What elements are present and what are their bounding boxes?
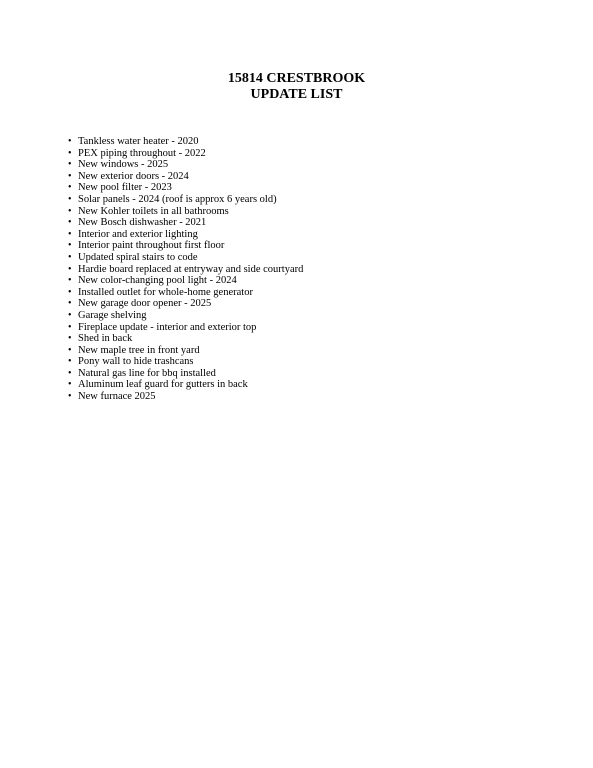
bullet-icon: • bbox=[68, 263, 72, 275]
list-item-text: Solar panels - 2024 (roof is approx 6 years old) bbox=[78, 193, 277, 205]
list-item bbox=[68, 217, 303, 229]
list-item-text: Natural gas line for bbq installed bbox=[78, 367, 216, 379]
list-item-text: Hardie board replaced at entryway and side courtyard bbox=[78, 263, 304, 275]
list-item bbox=[68, 264, 303, 276]
bullet-icon: • bbox=[68, 228, 72, 240]
list-item-text: New Kohler toilets in all bathrooms bbox=[78, 205, 229, 217]
bullet-icon: • bbox=[68, 193, 72, 205]
bullet-icon: • bbox=[68, 136, 72, 147]
list-item bbox=[68, 298, 303, 310]
list-item bbox=[68, 194, 303, 206]
list-item bbox=[68, 333, 303, 345]
list-item-text: Updated spiral stairs to code bbox=[78, 251, 198, 263]
list-item bbox=[68, 368, 303, 380]
bullet-icon: • bbox=[68, 367, 72, 379]
list-item-text: Garage shelving bbox=[78, 309, 147, 321]
bullet-icon: • bbox=[68, 379, 72, 391]
bullet-icon: • bbox=[68, 251, 72, 263]
list-item bbox=[68, 182, 303, 194]
update-list bbox=[68, 136, 303, 403]
list-item bbox=[68, 310, 303, 322]
list-item-text: Fireplace update - interior and exterior top bbox=[78, 321, 257, 333]
bullet-icon: • bbox=[68, 298, 72, 310]
list-item-text: Installed outlet for whole-home generator bbox=[78, 286, 253, 298]
bullet-icon: • bbox=[68, 344, 72, 356]
list-item bbox=[68, 379, 303, 391]
list-item-text: New windows - 2025 bbox=[78, 159, 169, 171]
document-subtitle: UPDATE LIST bbox=[250, 87, 343, 102]
bullet-icon: • bbox=[68, 321, 72, 333]
bullet-icon: • bbox=[68, 391, 72, 403]
list-item-text: PEX piping throughout - 2022 bbox=[78, 147, 206, 159]
list-item bbox=[68, 391, 303, 403]
list-item-text: New garage door opener - 2025 bbox=[78, 298, 212, 310]
bullet-icon: • bbox=[68, 333, 72, 345]
list-item-text: New Bosch dishwasher - 2021 bbox=[78, 217, 207, 229]
list-item-text: Tankless water heater - 2020 bbox=[78, 136, 199, 147]
list-item bbox=[68, 322, 303, 334]
list-item-text: New exterior doors - 2024 bbox=[78, 170, 189, 182]
list-item bbox=[68, 171, 303, 183]
list-item-text: New furnace 2025 bbox=[78, 391, 156, 403]
bullet-icon: • bbox=[68, 275, 72, 287]
bullet-icon: • bbox=[68, 205, 72, 217]
list-item bbox=[68, 136, 303, 148]
list-item bbox=[68, 345, 303, 357]
list-item bbox=[68, 159, 303, 171]
list-item bbox=[68, 206, 303, 218]
list-item-text: Shed in back bbox=[78, 333, 133, 345]
bullet-icon: • bbox=[68, 356, 72, 368]
bullet-icon: • bbox=[68, 159, 72, 171]
list-item-text: Interior paint throughout first floor bbox=[78, 240, 225, 252]
list-item bbox=[68, 148, 303, 160]
list-item-text: Pony wall to hide trashcans bbox=[78, 356, 194, 368]
bullet-icon: • bbox=[68, 286, 72, 298]
list-item bbox=[68, 240, 303, 252]
list-item-text: New pool filter - 2023 bbox=[78, 182, 172, 194]
list-item-text: Interior and exterior lighting bbox=[78, 228, 198, 240]
bullet-icon: • bbox=[68, 170, 72, 182]
bullet-icon: • bbox=[68, 147, 72, 159]
list-item bbox=[68, 356, 303, 368]
document-title: 15814 CRESTBROOK bbox=[227, 71, 366, 86]
list-item-text: New maple tree in front yard bbox=[78, 344, 200, 356]
bullet-icon: • bbox=[68, 309, 72, 321]
bullet-icon: • bbox=[68, 240, 72, 252]
bullet-icon: • bbox=[68, 182, 72, 194]
list-item bbox=[68, 252, 303, 264]
list-item bbox=[68, 229, 303, 241]
bullet-icon: • bbox=[68, 217, 72, 229]
list-item bbox=[68, 287, 303, 299]
list-item-text: Aluminum leaf guard for gutters in back bbox=[78, 379, 248, 391]
list-item bbox=[68, 275, 303, 287]
list-item-text: New color-changing pool light - 2024 bbox=[78, 275, 237, 287]
